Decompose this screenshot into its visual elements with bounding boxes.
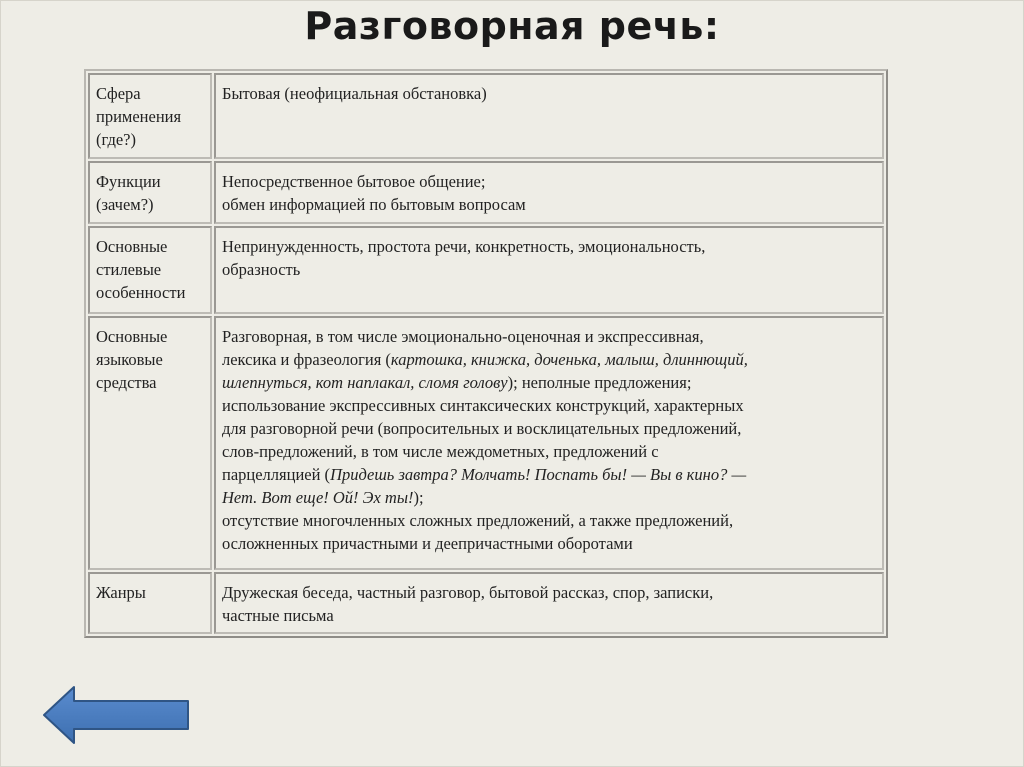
row-label: Основные стилевые особенности — [88, 226, 212, 314]
left-arrow-icon — [42, 685, 190, 745]
row-value: Бытовая (неофициальная обстановка) — [214, 73, 884, 159]
row-label: Функции (зачем?) — [88, 161, 212, 224]
row-value: Дружеская беседа, частный разговор, бытовой рассказ, спор, записки, частные письма — [214, 572, 884, 634]
table-row — [88, 316, 884, 570]
back-button[interactable] — [42, 685, 190, 745]
table-row — [88, 226, 884, 314]
row-value: Непосредственное бытовое общение; обмен информацией по бытовым вопросам — [214, 161, 884, 224]
row-label: Сфера применения (где?) — [88, 73, 212, 159]
info-table — [84, 69, 888, 638]
table-row — [88, 572, 884, 634]
row-label: Основные языковые средства — [88, 316, 212, 570]
table-row — [88, 161, 884, 224]
row-label: Жанры — [88, 572, 212, 634]
page-title: Разговорная речь: — [304, 4, 720, 48]
row-value: Непринужденность, простота речи, конкретность, эмоциональность, образность — [214, 226, 884, 314]
table-row — [88, 73, 884, 159]
row-value: Разговорная, в том числе эмоционально-оценочная и экспрессивная, лексика и фразеология (картошка, книжка, доченька, малыш, длиннющий, шлепнуться, кот наплакал, сломя голову); неполные предложения; использование экспрессивных синтаксических конструкций, характерных для разговорной речи (вопросительных и восклицательных предложений, слов-предложений, в том числе междометных, предложений с парцелляцией (Придешь завтра? Молчать! Поспать бы! — Вы в кино? — Нет. Вот еще! Ой! Эх ты!); отсутствие многочленных сложных предложений, а также предложений, осложненных причастными и деепричастными оборотами — [214, 316, 884, 570]
